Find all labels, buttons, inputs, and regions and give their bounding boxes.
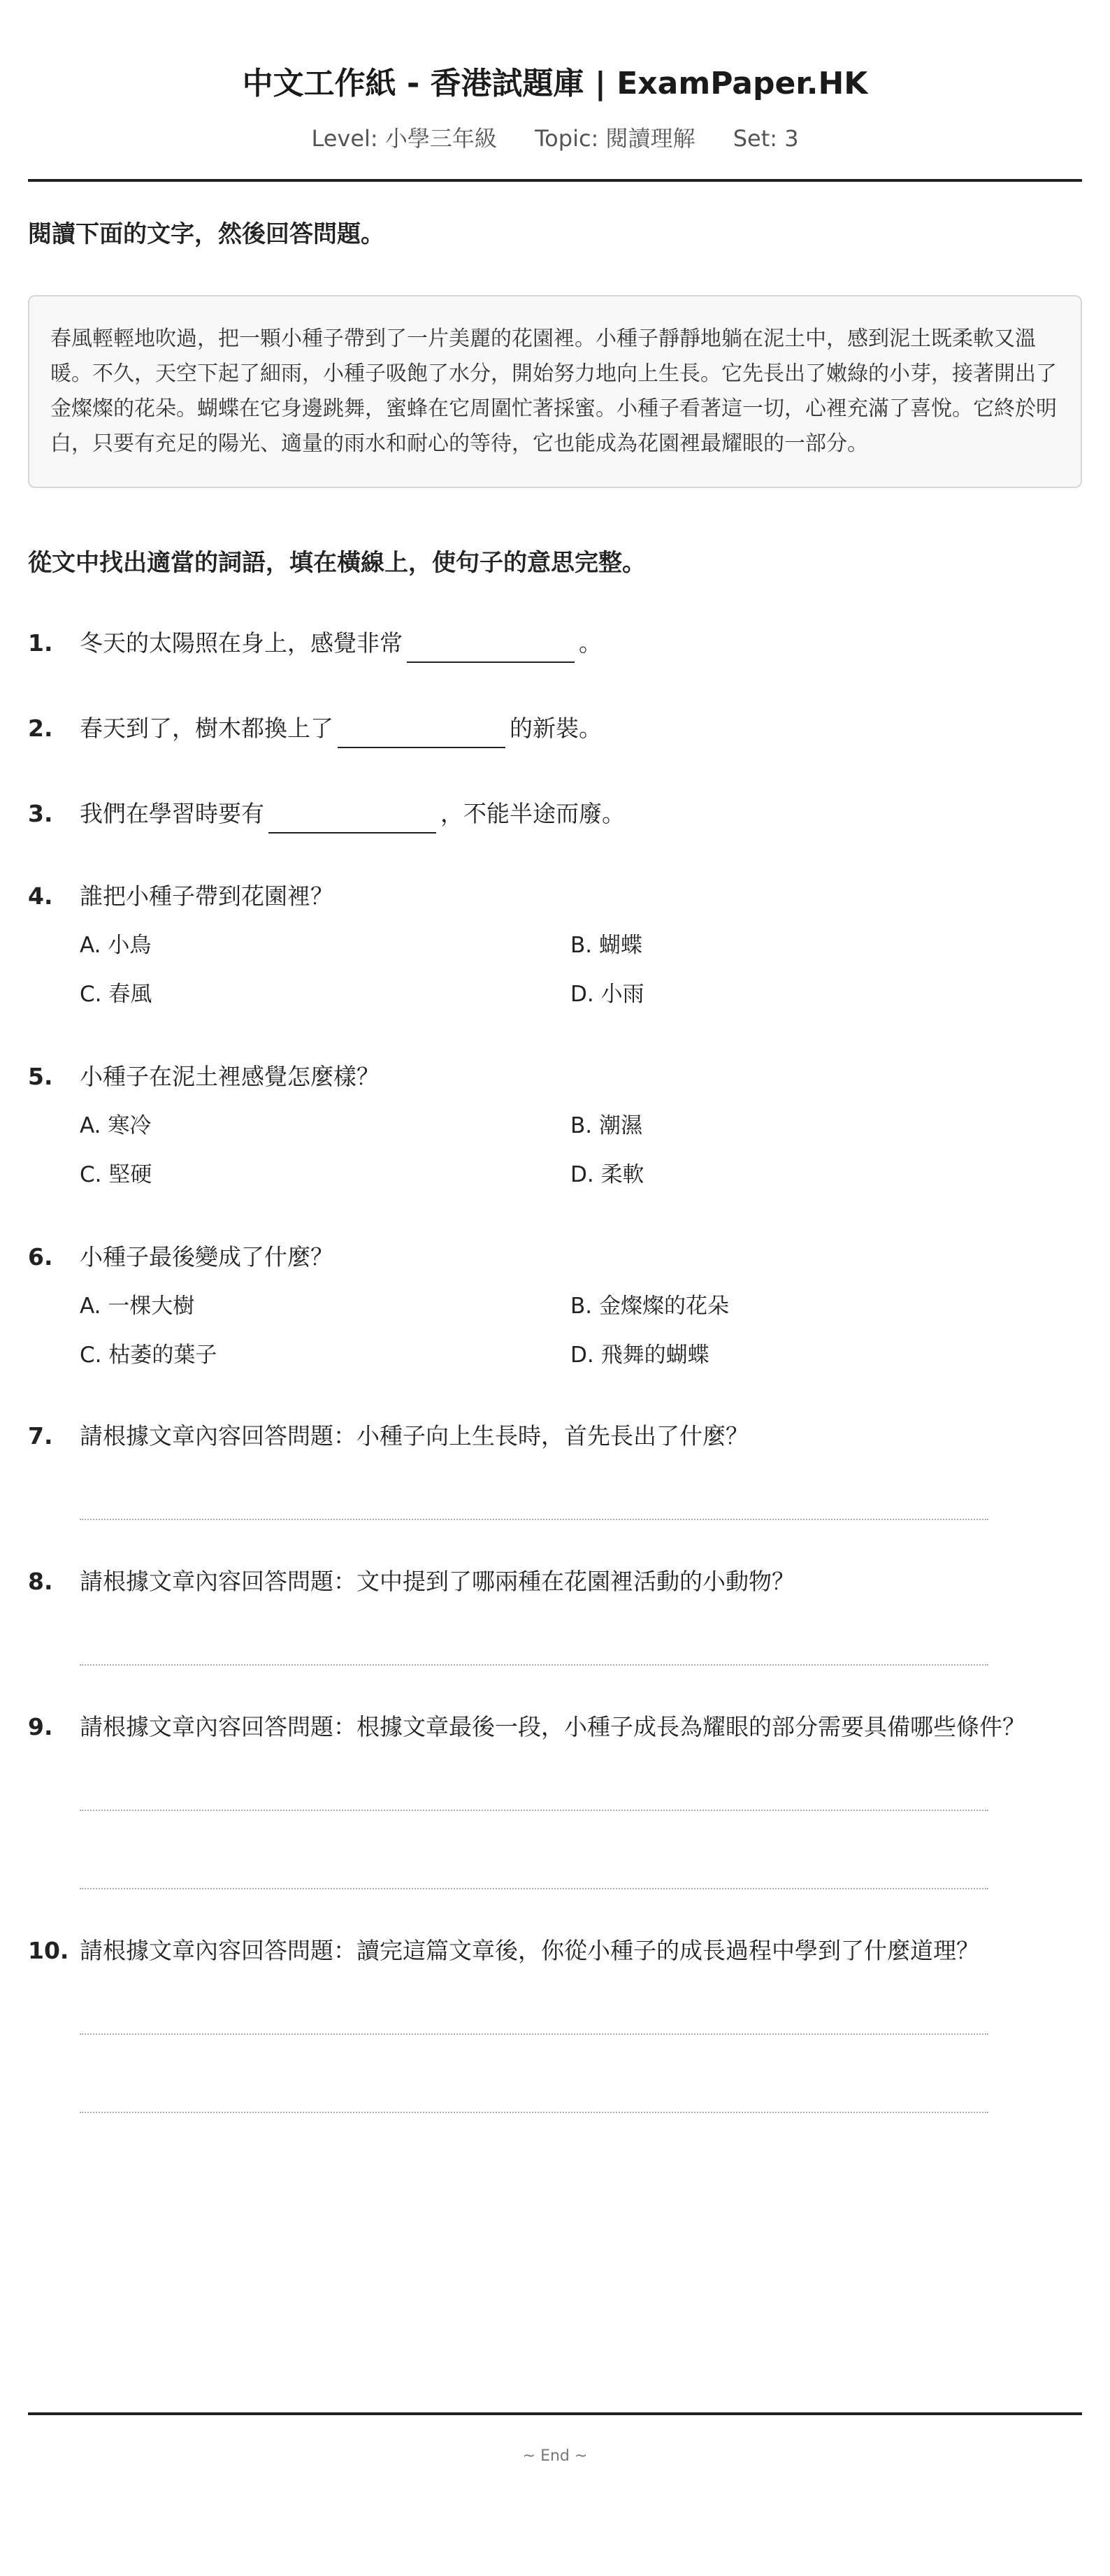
question-9 <box>28 1708 1082 1889</box>
question-text: 請根據文章內容回答問題：根據文章最後一段，小種子成長為耀眼的部分需要具備哪些條件？ <box>80 1713 1025 1740</box>
question-number: 6. <box>28 1243 53 1271</box>
question-text: 小種子最後變成了什麼？ <box>80 1243 333 1271</box>
option-a[interactable]: A. 寒冷 <box>80 1113 152 1138</box>
question-number: 7. <box>28 1422 53 1450</box>
worksheet-meta <box>28 123 1082 154</box>
answer-line[interactable] <box>80 1808 988 1811</box>
question-text: 冬天的太陽照在身上，感覺非常 <box>80 629 403 657</box>
reading-instruction: 閱讀下面的文字，然後回答問題。 <box>28 220 384 248</box>
answer-line[interactable] <box>80 1887 988 1889</box>
worksheet-page <box>28 0 1082 2465</box>
level-label: Level: 小學三年級 <box>311 125 497 152</box>
question-10 <box>28 1931 1082 2113</box>
question-number: 1. <box>28 629 53 657</box>
question-7 <box>28 1417 1082 1520</box>
question-text-end: ，不能半途而廢。 <box>440 800 625 827</box>
question-text: 請根據文章內容回答問題：小種子向上生長時，首先長出了什麼？ <box>80 1422 749 1450</box>
question-text-end: 的新裝。 <box>510 715 602 742</box>
option-d[interactable]: D. 柔軟 <box>570 1162 644 1187</box>
question-3 <box>28 794 1082 833</box>
reading-passage: 春風輕輕地吹過，把一顆小種子帶到了一片美麗的花園裡。小種子靜靜地躺在泥土中，感到泥土既柔軟又溫暖。不久，天空下起了細雨，小種子吸飽了水分，開始努力地向上生長。它先長出了嫩綠的小芽，接著開出了金燦燦的花朵。蝴蝶在它身邊跳舞，蜜蜂在它周圍忙著採蜜。小種子看著這一切，心裡充滿了喜悅。它終於明白，只要有充足的陽光、適量的雨水和耐心的等待，它也能成為花園裡最耀眼的一部分。 <box>28 295 1082 488</box>
option-b[interactable]: B. 金燦燦的花朵 <box>570 1294 729 1319</box>
option-d[interactable]: D. 飛舞的蝴蝶 <box>570 1343 709 1368</box>
options-grid <box>80 926 1082 1014</box>
question-6 <box>28 1238 1082 1375</box>
question-text: 請根據文章內容回答問題：文中提到了哪兩種在花園裡活動的小動物？ <box>80 1568 795 1595</box>
footer-divider <box>28 2412 1082 2415</box>
option-d[interactable]: D. 小雨 <box>570 982 644 1007</box>
question-text: 春天到了，樹木都換上了 <box>80 715 333 742</box>
options-grid <box>80 1287 1082 1375</box>
set-label: Set: 3 <box>733 125 799 152</box>
answer-line[interactable] <box>80 1663 988 1666</box>
end-marker: ~ End ~ <box>522 2447 588 2465</box>
option-c[interactable]: C. 春風 <box>80 982 152 1007</box>
option-a[interactable]: A. 一棵大樹 <box>80 1294 195 1319</box>
question-text: 誰把小種子帶到花園裡？ <box>80 882 333 910</box>
option-a[interactable]: A. 小鳥 <box>80 933 152 958</box>
question-number: 2. <box>28 715 53 742</box>
question-text: 小種子在泥土裡感覺怎麼樣？ <box>80 1063 380 1090</box>
answer-blank[interactable] <box>268 800 436 833</box>
question-number: 8. <box>28 1568 53 1595</box>
question-5 <box>28 1057 1082 1194</box>
question-number: 9. <box>28 1713 53 1740</box>
answer-line[interactable] <box>80 1517 988 1520</box>
fill-blank-instruction: 從文中找出適當的詞語，填在橫線上，使句子的意思完整。 <box>28 549 646 577</box>
answer-blank[interactable] <box>407 629 575 663</box>
answer-line[interactable] <box>80 2032 988 2035</box>
question-2 <box>28 709 1082 748</box>
question-number: 10. <box>28 1937 69 1964</box>
question-8 <box>28 1562 1082 1666</box>
question-number: 3. <box>28 800 53 827</box>
answer-line[interactable] <box>80 2110 988 2113</box>
question-text: 我們在學習時要有 <box>80 800 264 827</box>
question-number: 4. <box>28 882 53 910</box>
option-b[interactable]: B. 蝴蝶 <box>570 933 642 958</box>
question-text: 請根據文章內容回答問題：讀完這篇文章後，你從小種子的成長過程中學到了什麼道理？ <box>80 1937 979 1964</box>
question-1 <box>28 624 1082 663</box>
question-number: 5. <box>28 1063 53 1090</box>
page-title: 中文工作紙 - 香港試題庫 | ExamPaper.HK <box>242 66 868 101</box>
options-grid <box>80 1106 1082 1194</box>
topic-label: Topic: 閱讀理解 <box>535 125 695 152</box>
header-divider <box>28 179 1082 182</box>
question-4 <box>28 877 1082 1014</box>
option-b[interactable]: B. 潮濕 <box>570 1113 642 1138</box>
option-c[interactable]: C. 枯萎的葉子 <box>80 1343 217 1368</box>
option-c[interactable]: C. 堅硬 <box>80 1162 152 1187</box>
question-text-end: 。 <box>579 629 602 657</box>
answer-blank[interactable] <box>338 715 505 748</box>
